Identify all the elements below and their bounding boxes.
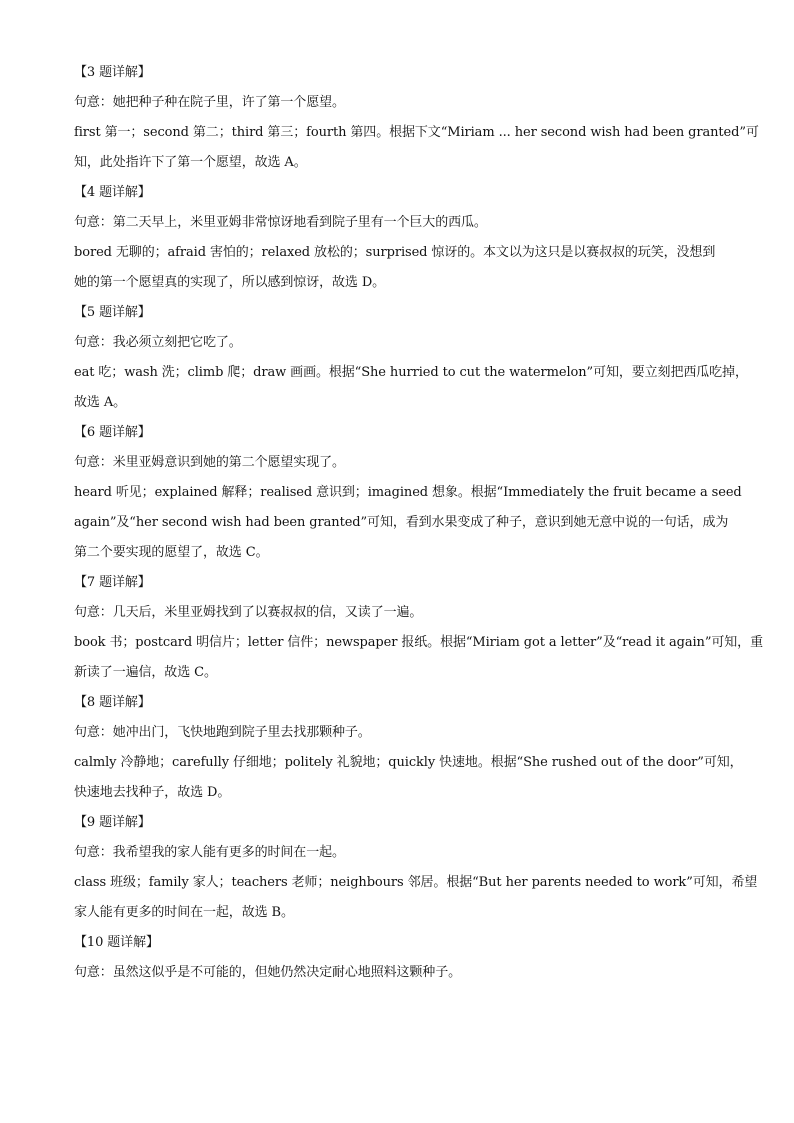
explanation-line: class 班级；family 家人；teachers 老师；neighbours 邻居。根据“But her parents needed to work”可知，希望 <box>74 875 758 890</box>
explanation-line: again”及“her second wish had been granted”可知，看到水果变成了种子，意识到她无意中说的一句话，成为 <box>74 515 729 530</box>
answer-section <box>74 574 763 682</box>
explanation-line: 家人能有更多的时间在一起，故选 B。 <box>74 905 294 920</box>
explanation-line: 第二个要实现的愿望了，故选 C。 <box>74 545 269 560</box>
answer-section <box>74 814 758 922</box>
explanation <box>74 124 759 172</box>
section-heading: 【6 题详解】 <box>74 425 151 440</box>
explanation-line: 她的第一个愿望真的实现了，所以感到惊讶，故选 D。 <box>74 275 386 290</box>
explanation-line: 快速地去找种子，故选 D。 <box>74 785 231 800</box>
sentence-meaning: 句意：她把种子种在院子里，许了第一个愿望。 <box>74 95 345 110</box>
explanation <box>74 634 763 682</box>
explanation <box>74 364 748 412</box>
section-heading: 【7 题详解】 <box>74 575 151 590</box>
section-heading: 【8 题详解】 <box>74 695 151 710</box>
explanation-line: 新读了一遍信，故选 C。 <box>74 665 217 680</box>
explanation-line: first 第一；second 第二；third 第三；fourth 第四。根据下文“Miriam ... her second wish had been granted”可 <box>74 125 759 140</box>
section-heading: 【5 题详解】 <box>74 305 151 320</box>
explanation-line: bored 无聊的；afraid 害怕的；relaxed 放松的；surprised 惊讶的。本文以为这只是以赛叔叔的玩笑，没想到 <box>74 245 716 260</box>
sentence-meaning: 句意：虽然这似乎是不可能的，但她仍然决定耐心地照料这颗种子。 <box>74 965 462 980</box>
explanation-line: calmly 冷静地；carefully 仔细地；politely 礼貌地；quickly 快速地。根据“She rushed out of the door”可知， <box>74 755 743 770</box>
answer-section <box>74 64 759 172</box>
explanation <box>74 754 743 802</box>
sentence-meaning: 句意：米里亚姆意识到她的第二个愿望实现了。 <box>74 455 345 470</box>
answer-section <box>74 184 724 292</box>
answer-section <box>74 934 724 982</box>
sentence-meaning: 句意：我希望我的家人能有更多的时间在一起。 <box>74 845 345 860</box>
document-page <box>74 64 763 982</box>
section-heading: 【10 题详解】 <box>74 935 159 950</box>
explanation <box>74 874 758 922</box>
explanation <box>74 244 724 292</box>
section-heading: 【4 题详解】 <box>74 185 151 200</box>
answer-section <box>74 424 742 562</box>
section-heading: 【3 题详解】 <box>74 65 151 80</box>
section-heading: 【9 题详解】 <box>74 815 151 830</box>
answer-section <box>74 304 748 412</box>
sentence-meaning: 句意：她冲出门，飞快地跑到院子里去找那颗种子。 <box>74 725 371 740</box>
explanation <box>74 484 742 562</box>
answer-section <box>74 694 743 802</box>
explanation-line: heard 听见；explained 解释；realised 意识到；imagined 想象。根据“Immediately the fruit became a seed <box>74 485 742 500</box>
sentence-meaning: 句意：几天后，米里亚姆找到了以赛叔叔的信，又读了一遍。 <box>74 605 423 620</box>
explanation-line: book 书；postcard 明信片；letter 信件；newspaper 报纸。根据“Miriam got a letter”及“read it again”可知，重 <box>74 635 763 650</box>
sentence-meaning: 句意：我必须立刻把它吃了。 <box>74 335 242 350</box>
explanation-line: 故选 A。 <box>74 395 127 410</box>
explanation-line: 知，此处指许下了第一个愿望，故选 A。 <box>74 155 307 170</box>
sentence-meaning: 句意：第二天早上，米里亚姆非常惊讶地看到院子里有一个巨大的西瓜。 <box>74 215 487 230</box>
explanation-line: eat 吃；wash 洗；climb 爬；draw 画画。根据“She hurried to cut the watermelon”可知，要立刻把西瓜吃掉， <box>74 365 748 380</box>
